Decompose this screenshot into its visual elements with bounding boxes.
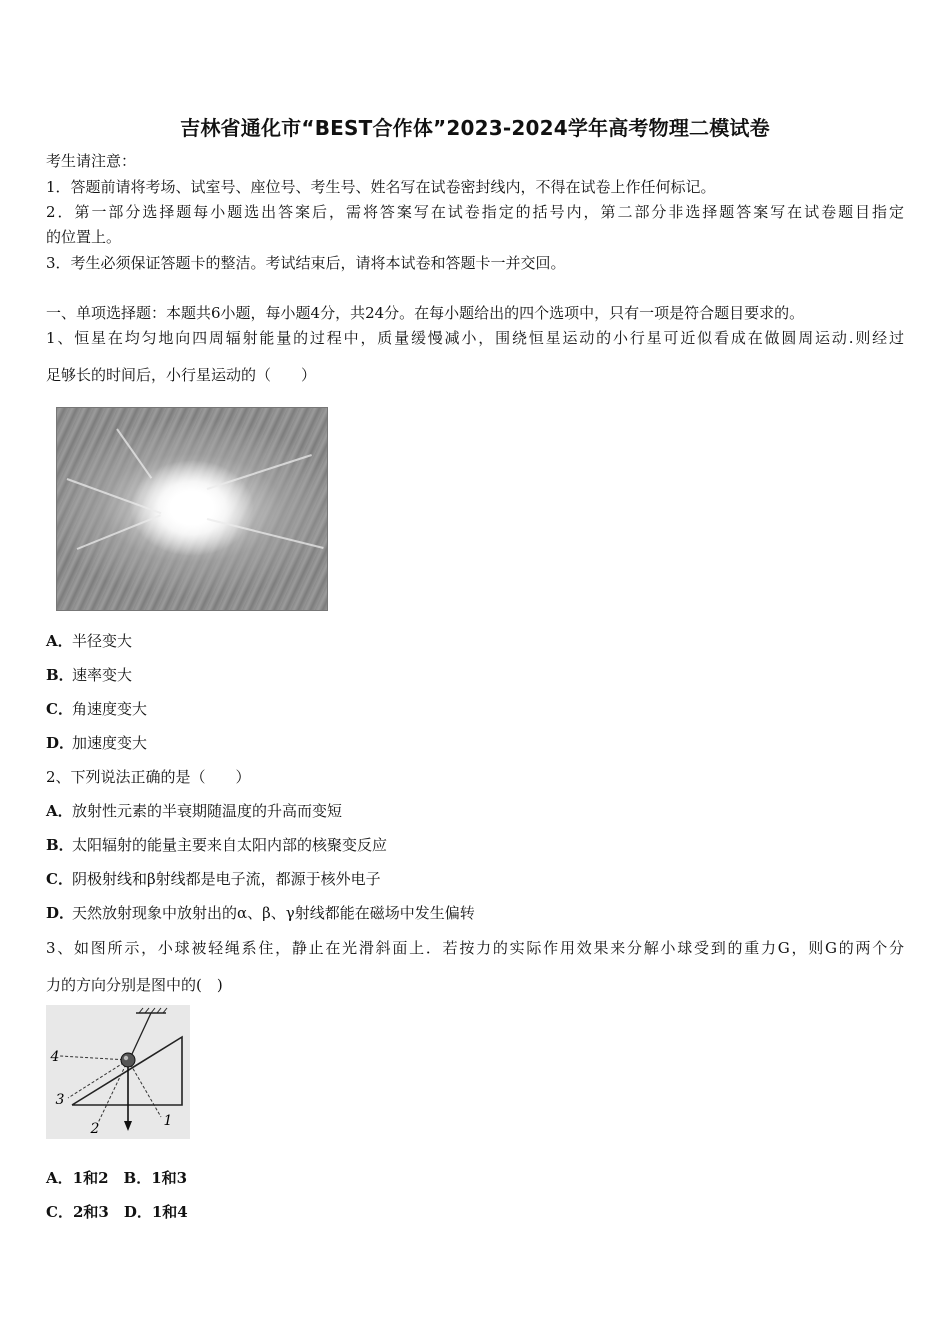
- incline-diagram-svg: [46, 1005, 190, 1139]
- q3-stem-line1: 3、如图所示，小球被轻绳系住，静止在光滑斜面上．若按力的实际作用效果来分解小球受到的重力G，则G的两个分: [46, 939, 904, 957]
- force-directions: [60, 1056, 161, 1123]
- page-title: 吉林省通化市“BEST合作体”2023-2024学年高考物理二模试卷: [180, 116, 770, 140]
- direction-1-line: [128, 1060, 161, 1117]
- label-1: 1: [163, 1113, 173, 1129]
- q1-stem-line2: 足够长的时间后，小行星运动的（ ）: [46, 366, 317, 384]
- notice-item-2-cont: 的位置上。: [46, 228, 122, 246]
- notice-heading: 考生请注意：: [46, 152, 137, 170]
- gravity-arrowhead: [124, 1121, 132, 1131]
- notice-item-1: 1．答题前请将考场、试室号、座位号、考生号、姓名写在试卷密封线内，不得在试卷上作任何标记。: [46, 178, 716, 196]
- label-2: 2: [90, 1121, 100, 1137]
- q3-options-row2: C．2和3 D．1和4: [46, 1203, 188, 1221]
- incline-diagram: [46, 1005, 190, 1139]
- notice-item-2: 2．第一部分选择题每小题选出答案后，需将答案写在试卷指定的括号内，第二部分非选择题答案写在试卷题目指定: [46, 203, 904, 221]
- q2-stem: 2、下列说法正确的是（ ）: [46, 768, 251, 786]
- q2-option-c: C．阴极射线和β射线都是电子流，都源于核外电子: [46, 870, 381, 888]
- q2-option-d: D．天然放射现象中放射出的α、β、γ射线都能在磁场中发生偏转: [46, 904, 475, 922]
- q3-options-row1: A．1和2 B．1和3: [46, 1169, 188, 1187]
- q1-option-a: A．半径变大: [46, 632, 133, 650]
- ball-highlight: [124, 1056, 128, 1060]
- q1-stem-line1: 1、恒星在均匀地向四周辐射能量的过程中，质量缓慢减小，围绕恒星运动的小行星可近似看成在做圆周运动.则经过: [46, 329, 904, 347]
- star-photo-image: [56, 407, 328, 611]
- notice-item-3: 3．考生必须保证答题卡的整洁。考试结束后，请将本试卷和答题卡一并交回。: [46, 254, 566, 272]
- section-heading: 一、单项选择题：本题共6小题，每小题4分，共24分。在每小题给出的四个选项中，只有一项是符合题目要求的。: [46, 304, 805, 322]
- label-4: 4: [50, 1049, 60, 1065]
- q2-option-a: A．放射性元素的半衰期随温度的升高而变短: [46, 802, 343, 820]
- label-3: 3: [55, 1092, 65, 1108]
- incline-outline: [72, 1037, 182, 1105]
- q3-stem-line2: 力的方向分别是图中的( ): [46, 976, 223, 994]
- q1-option-d: D．加速度变大: [46, 734, 148, 752]
- q1-option-b: B．速率变大: [46, 666, 133, 684]
- ball-shape: [121, 1053, 135, 1067]
- q2-option-b: B．太阳辐射的能量主要来自太阳内部的核聚变反应: [46, 836, 388, 854]
- rope-line: [132, 1013, 151, 1054]
- direction-4-line: [60, 1056, 128, 1060]
- q1-option-c: C．角速度变大: [46, 700, 148, 718]
